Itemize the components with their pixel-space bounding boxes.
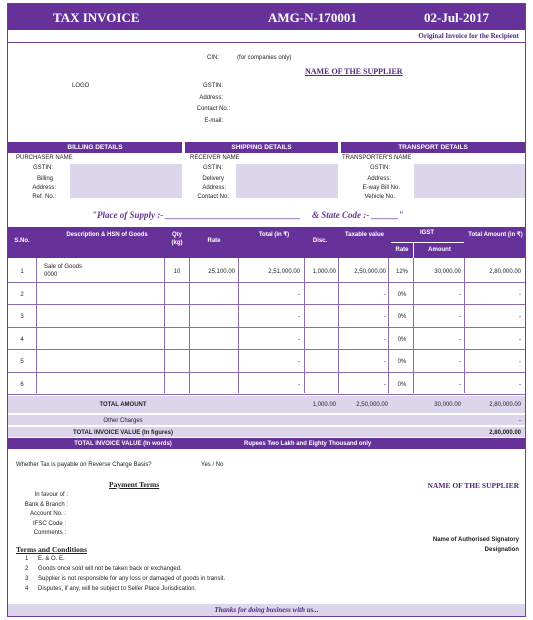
col-disc: Disc. — [312, 238, 328, 244]
col-qty: Qty (kg) — [171, 232, 183, 246]
total-grand: 2,80,000.00 — [489, 402, 521, 408]
cell-igst-rate: 0% — [397, 291, 407, 298]
receiver-name-label: RECEIVER NAME — [190, 155, 240, 161]
terms-item-number: 4 — [25, 586, 29, 592]
terms-item-text: Supplier is not responsible for any loss or damaged of goods in transit. — [38, 576, 226, 582]
cell-sno: 2 — [20, 291, 24, 298]
reverse-charge-value: Yes / No — [201, 462, 224, 468]
cell-total: - — [298, 336, 300, 343]
cell-igst-amount: 30,000.00 — [434, 269, 461, 275]
cell-taxable: - — [384, 314, 386, 320]
payment-terms-title: Payment Terms — [109, 480, 160, 489]
signatory-name: Name of Authorised Signatory — [432, 537, 519, 543]
cell-taxable: - — [384, 359, 386, 365]
shipping-address-label: Address: — [202, 185, 226, 191]
invoice-date: 02-Jul-2017 — [424, 10, 489, 25]
place-of-supply: "Place of Supply :- ______________________________ — [92, 210, 301, 220]
cell-sno: 4 — [20, 336, 24, 343]
total-amount-label: TOTAL AMOUNT — [99, 402, 147, 408]
other-charges-label: Other Charges — [103, 418, 143, 424]
eway-bill-label: E-way Bill No. — [362, 185, 400, 191]
cell-igst-rate: 0% — [397, 359, 407, 365]
footer-thanks: Thanks for doing business with us... — [8, 604, 525, 616]
reverse-charge-label: Whether Tax is payable on Reverse Charge Basis? — [16, 462, 152, 468]
cell-igst-amount: - — [459, 336, 461, 343]
total-igst: 30,000.00 — [434, 402, 461, 408]
cell-total: - — [298, 314, 300, 320]
col-sno: S.No. — [14, 238, 30, 244]
other-charges-value: - — [519, 418, 521, 424]
terms-item-text: Disputes, if any, will be subject to Seller Place Jurisdication. — [38, 586, 197, 592]
col-rate: Rate — [207, 238, 221, 244]
cell-rate: 25,100.00 — [208, 269, 235, 275]
cin-note: (for companies only) — [237, 55, 292, 61]
billing-label: Billing — [36, 176, 53, 182]
billing-gstin-label: GSTIN: — [32, 165, 53, 171]
cell-total: 2,51,000.00 — [268, 269, 300, 275]
terms-item-number: 2 — [25, 566, 29, 572]
cin-label: CIN: — [207, 55, 219, 61]
transport-gstin-label: GSTIN: — [369, 165, 390, 171]
cell-hsn: 0000 — [44, 272, 58, 278]
billing-details-title: BILLING DETAILS — [8, 142, 182, 153]
supplier-contact-label: Contact No.: — [196, 106, 230, 112]
col-igst-rate: Rate — [395, 247, 409, 253]
payment-infavour: In favour of : — [34, 492, 68, 498]
cell-total: - — [298, 381, 300, 388]
shipping-contact-label: Contact No: — [197, 194, 229, 200]
cell-total-amount: 2,80,000.00 — [489, 269, 521, 275]
supplier-address-label: Address: — [199, 95, 223, 101]
invoice-value-words: Rupees Two Lakh and Eighty Thousand only — [244, 441, 372, 447]
state-code: & State Code :- ______" — [312, 210, 404, 220]
cell-igst-rate: 0% — [397, 336, 407, 343]
col-total: Total (in ₹) — [258, 232, 290, 238]
cell-total: - — [298, 291, 300, 298]
invoice-subtitle: Original Invoice for the Recipient — [418, 32, 519, 40]
cell-taxable: - — [384, 291, 386, 298]
purchaser-name-label: PURCHASER NAME — [16, 155, 73, 161]
transporter-name-label: TRANSPORTER'S NAME — [342, 155, 412, 161]
cell-sno: 3 — [20, 314, 24, 320]
cell-sno: 5 — [20, 359, 24, 365]
total-taxable: 2,50,000.00 — [356, 402, 388, 408]
cell-sno: 1 — [20, 269, 24, 275]
signatory-supplier: NAME OF THE SUPPLIER — [427, 481, 519, 490]
cell-taxable: - — [384, 336, 386, 343]
cell-igst-amount: - — [459, 381, 461, 388]
cell-total-amount: - — [519, 381, 521, 388]
cell-igst-amount: - — [459, 359, 461, 365]
cell-total: - — [298, 359, 300, 365]
col-taxable: Taxable value — [345, 232, 384, 238]
cell-taxable: - — [384, 381, 386, 388]
col-description: Description & HSN of Goods — [66, 232, 148, 238]
cell-igst-rate: 0% — [397, 314, 407, 320]
cell-total-amount: - — [519, 314, 521, 320]
shipping-details-title: SHIPPING DETAILS — [185, 142, 338, 153]
cell-total-amount: - — [519, 359, 521, 365]
payment-account: Account No. : — [29, 511, 66, 517]
payment-comments: Comments : — [33, 530, 66, 536]
invoice-value-words-label: TOTAL INVOICE VALUE (In words) — [74, 441, 172, 447]
signatory-designation: Designation — [484, 547, 519, 553]
terms-item-text: Goods once sold will not be taken back or exchanged. — [38, 566, 182, 572]
invoice-number: AMG-N-170001 — [268, 10, 357, 25]
cell-igst-amount: - — [459, 291, 461, 298]
payment-bank: Bank & Branch : — [24, 502, 68, 508]
invoice-title: TAX INVOICE — [53, 10, 140, 25]
terms-title: Terms and Conditions — [16, 545, 87, 554]
billing-ref-label: Ref. No.: — [32, 194, 56, 200]
vehicle-no-label: Vehicle No. — [364, 194, 395, 200]
shipping-gstin-label: GSTIN: — [202, 165, 223, 171]
invoice-value-figures-label: TOTAL INVOICE VALUE (In figures) — [73, 430, 173, 436]
terms-item-text: E. & O. E. — [38, 556, 65, 562]
invoice-value-figures: 2,80,000.00 — [489, 430, 521, 436]
cell-qty: 10 — [173, 269, 181, 275]
delivery-label: Delivery — [202, 176, 224, 182]
payment-ifsc: IFSC Code : — [32, 521, 66, 527]
cell-disc: 1,000.00 — [312, 269, 336, 275]
cell-total-amount: - — [519, 336, 521, 343]
supplier-name: NAME OF THE SUPPLIER — [305, 67, 403, 76]
col-igst-amount: Amount — [428, 247, 451, 253]
billing-address-label: Address: — [32, 185, 56, 191]
cell-sno: 6 — [20, 381, 24, 388]
logo-placeholder: LOGO — [72, 83, 90, 89]
total-disc: 1,000.00 — [312, 402, 336, 408]
supplier-gstin-label: GSTIN: — [202, 83, 223, 89]
cell-desc: Sale of Goods — [44, 264, 83, 270]
cell-taxable: 2,50,000.00 — [354, 269, 386, 275]
transport-address-label: Address: — [367, 176, 391, 182]
col-total-amount: Total Amount (in ₹) — [468, 232, 523, 238]
col-igst: IGST — [419, 230, 434, 236]
invoice-header — [8, 4, 525, 30]
terms-item-number: 1 — [25, 556, 29, 562]
supplier-email-label: E-mail: — [204, 118, 223, 124]
cell-igst-amount: - — [459, 314, 461, 320]
cell-igst-rate: 0% — [397, 381, 407, 388]
cell-total-amount: - — [519, 291, 521, 298]
terms-item-number: 3 — [25, 576, 29, 582]
cell-igst-rate: 12% — [395, 269, 408, 275]
invoice-page — [7, 3, 526, 617]
transport-details-title: TRANSPORT DETAILS — [341, 142, 525, 153]
